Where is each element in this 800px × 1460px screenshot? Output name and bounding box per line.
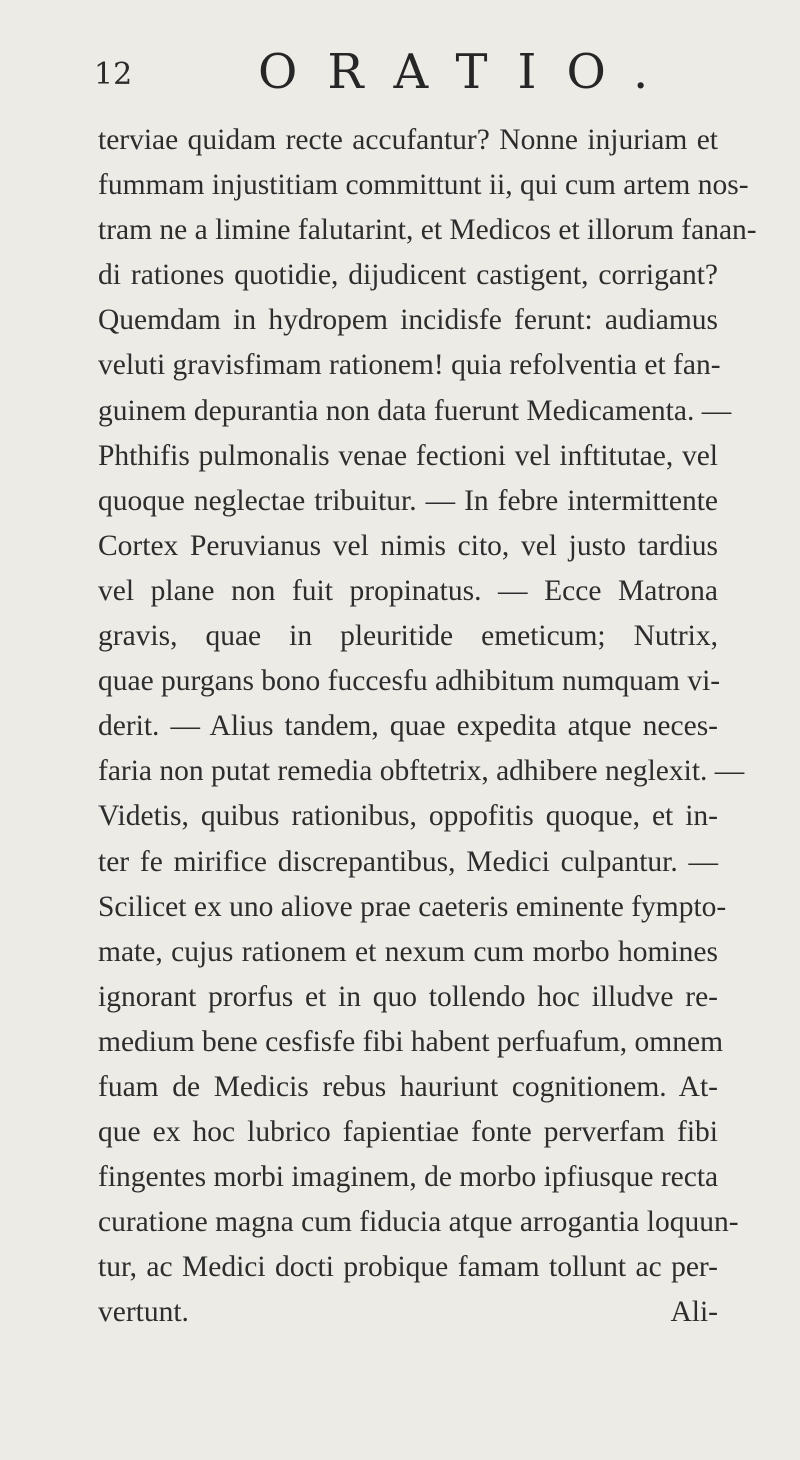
catchword: Ali- — [670, 1296, 718, 1329]
text-line: fummam injustitiam committunt ii, qui cum artem nos- — [98, 169, 749, 202]
text-line: Videtis, quibus rationibus, oppofitis quoque, et in- — [98, 800, 718, 833]
text-line: tram ne a limine falutarint, et Medicos et illorum fanan- — [98, 214, 757, 247]
page-header — [0, 44, 800, 104]
text-line: Quemdam in hydropem incidisfe ferunt: audiamus — [98, 304, 718, 337]
text-line: fuam de Medicis rebus hauriunt cognitionem. At- — [98, 1070, 718, 1103]
text-line: tur, ac Medici docti probique famam tollunt ac per- — [98, 1251, 718, 1284]
text-line: faria non putat remedia obftetrix, adhibere neglexit. — — [98, 755, 745, 788]
text-line: quae purgans bono fuccesfu adhibitum numquam vi- — [98, 665, 721, 698]
text-line: gravis, quae in pleuritide emeticum; Nutrix, — [98, 620, 718, 653]
text-line: ignorant prorfus et in quo tollendo hoc illudve re- — [98, 980, 718, 1013]
text-line: terviae quidam recte accufantur? Nonne injuriam et — [98, 124, 718, 156]
text-line: ter fe mirifice discrepantibus, Medici culpantur. — — [98, 845, 718, 878]
text-line: Phthifis pulmonalis venae fectioni vel inftitutae, vel — [98, 439, 718, 472]
text-line: veluti gravisfimam rationem! quia refolventia et fan- — [98, 349, 721, 382]
text-line: di rationes quotidie, dijudicent castigent, corrigant? — [98, 259, 718, 292]
text-line: Scilicet ex uno aliove prae caeteris eminente fympto- — [98, 890, 727, 923]
running-title: ORATIO. — [258, 44, 679, 100]
final-line: vertunt. — [98, 1296, 189, 1329]
text-line: mate, cujus rationem et nexum cum morbo homines — [98, 935, 718, 968]
text-line: medium bene cesfisfe fibi habent perfuafum, omnem — [98, 1025, 724, 1058]
text-line: curatione magna cum fiducia atque arrogantia loquun- — [98, 1206, 739, 1239]
body-text — [98, 118, 757, 1336]
text-line: que ex hoc lubrico fapientiae fonte perverfam fibi — [98, 1116, 718, 1149]
text-line: quoque neglectae tribuitur. — In febre intermittente — [98, 484, 718, 517]
page-number: 12 — [94, 57, 133, 92]
text-line: derit. — Alius tandem, quae expedita atque neces- — [98, 710, 718, 743]
final-row — [98, 1290, 718, 1335]
text-line: Cortex Peruvianus vel nimis cito, vel justo tardius — [98, 529, 718, 562]
text-line: fingentes morbi imaginem, de morbo ipfiusque recta — [98, 1161, 719, 1194]
text-line: guinem depurantia non data fuerunt Medicamenta. — — [98, 394, 732, 427]
text-line: vel plane non fuit propinatus. — Ecce Matrona — [98, 574, 718, 607]
